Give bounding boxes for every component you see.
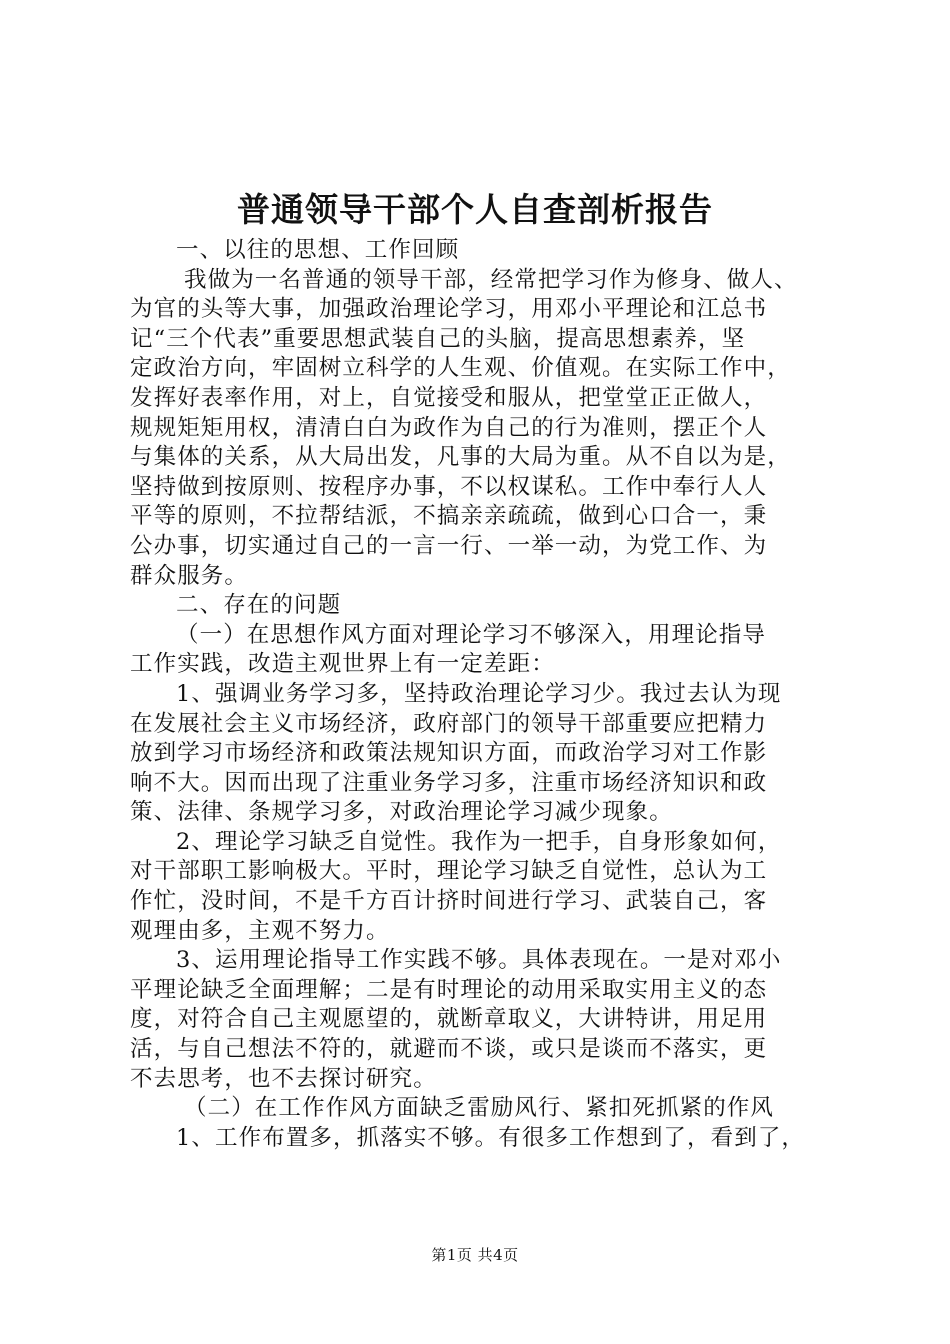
paragraph-line: 响不大。因而出现了注重业务学习多，注重市场经济知识和政	[130, 769, 768, 796]
document-body	[130, 236, 836, 1153]
paragraph-line: 定政治方向，牢固树立科学的人生观、价值观。在实际工作中，	[130, 355, 791, 382]
paragraph-line: 在发展社会主义市场经济，政府部门的领导干部重要应把精力	[130, 710, 768, 737]
section-heading: 二、存在的问题	[176, 592, 342, 619]
section-heading: 一、以往的思想、工作回顾	[176, 237, 460, 263]
paragraph-line: 观理由多，主观不努力。	[130, 917, 390, 944]
paragraph-line: 活，与自己想法不符的，就避而不谈，或只是谈而不落实，更	[130, 1036, 768, 1063]
paragraph-line: 发挥好表率作用，对上，自觉接受和服从，把堂堂正正做人，	[130, 384, 768, 411]
paragraph-line: 作忙，没时间，不是千方百计挤时间进行学习、武装自己，客	[130, 888, 768, 915]
paragraph-line: 坚持做到按原则、按程序办事，不以权谋私。工作中奉行人人	[130, 473, 768, 500]
paragraph-line: 为官的头等大事，加强政治理论学习，用邓小平理论和江总书	[130, 296, 768, 323]
paragraph-line: 3、运用理论指导工作实践不够。具体表现在。一是对邓小	[176, 947, 782, 974]
paragraph-line: 平等的原则，不拉帮结派，不搞亲亲疏疏，做到心口合一，秉	[130, 503, 768, 530]
paragraph-line: 公办事，切实通过自己的一言一行、一举一动，为党工作、为	[130, 532, 768, 559]
subsection-heading: （二）在工作作风方面缺乏雷励风行、紧扣死抓紧的作风	[184, 1095, 775, 1122]
paragraph-line: 平理论缺乏全面理解；二是有时理论的动用采取实用主义的态	[130, 976, 768, 1003]
document-title: 普通领导干部个人自查剖析报告	[237, 190, 713, 229]
paragraph-line: 规规矩矩用权，清清白白为政作为自己的行为准则，摆正个人	[130, 414, 768, 441]
subsection-heading: （一）在思想作风方面对理论学习不够深入，用理论指导	[176, 621, 767, 648]
paragraph-line: 不去思考，也不去探讨研究。	[130, 1065, 437, 1092]
paragraph-line: 策、法律、条规学习多，对政治理论学习减少现象。	[130, 799, 673, 826]
paragraph-line: 度，对符合自己主观愿望的，就断章取义，大讲特讲，用足用	[130, 1006, 768, 1033]
paragraph-line: 群众服务。	[130, 562, 249, 589]
paragraph-line: 1、工作布置多，抓落实不够。有很多工作想到了，看到了，	[176, 1124, 806, 1151]
paragraph-line: 放到学习市场经济和政策法规知识方面，而政治学习对工作影	[130, 740, 768, 767]
paragraph-line: 2、理论学习缺乏自觉性。我作为一把手，自身形象如何，	[176, 828, 782, 855]
paragraph-line: 记“三个代表”重要思想武装自己的头脑，提高思想素养，坚	[130, 325, 746, 352]
paragraph-line: 与集体的关系，从大局出发，凡事的大局为重。从不自以为是，	[130, 444, 791, 471]
paragraph-line: 1、强调业务学习多，坚持政治理论学习少。我过去认为现	[176, 680, 782, 707]
paragraph-line: 工作实践，改造主观世界上有一定差距：	[130, 651, 555, 678]
page-number: 第1页 共4页	[431, 1246, 519, 1264]
paragraph-line: 我做为一名普通的领导干部，经常把学习作为修身、做人、	[184, 266, 798, 293]
paragraph-line: 对干部职工影响极大。平时，理论学习缺乏自觉性，总认为工	[130, 858, 768, 885]
